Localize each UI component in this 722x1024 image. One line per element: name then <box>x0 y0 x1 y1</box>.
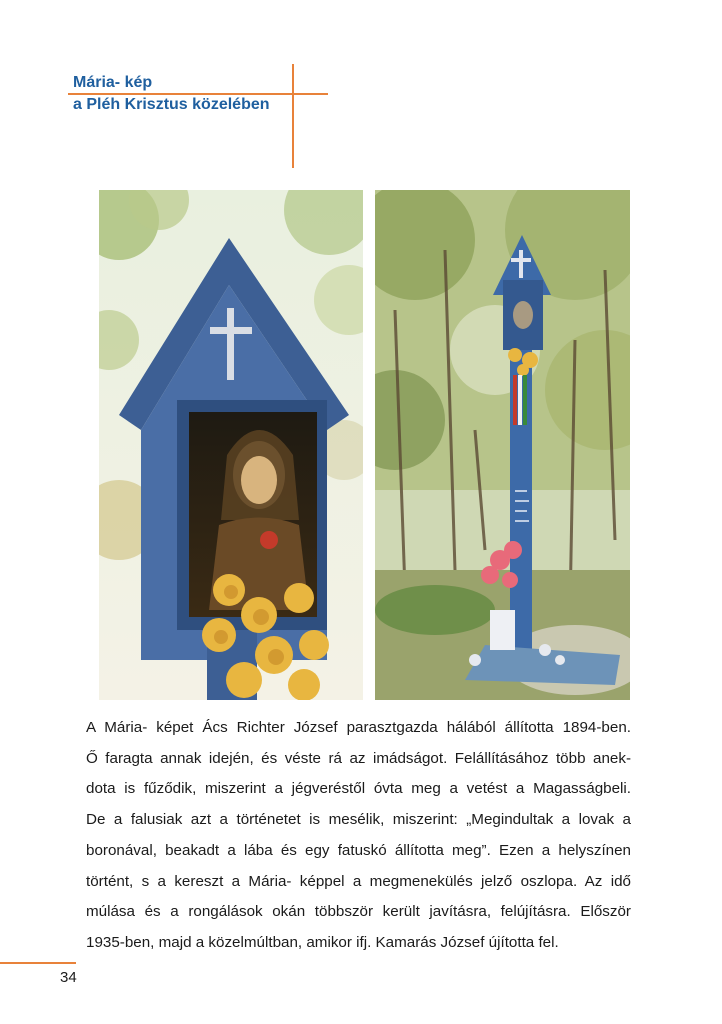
photo-shrine-closeup <box>99 190 363 700</box>
body-line: Ő faragta annak idején, és véste rá az imádságot. Felállításához több anek- <box>86 749 631 767</box>
body-line: történt, s a kereszt a Mária- képpel a megmenekülés jelző oszlopa. Az idő <box>86 872 631 890</box>
body-line: boronával, beakadt a lába és egy fatuskó állította meg”. Ezen a helyszínen <box>86 841 631 859</box>
footer-rule <box>0 962 76 964</box>
title-cross-vertical-rule <box>292 64 294 168</box>
title-line-1: Mária- kép <box>73 74 153 91</box>
body-line: dota is fűződik, miszerint a jégveréstől óvta meg a vetést a Magasságbeli. <box>86 780 631 798</box>
body-line: A Mária- képet Ács Richter József parasztgazda hálából állította 1894-ben. <box>86 719 631 736</box>
body-paragraph <box>86 713 631 959</box>
body-line: De a falusiak azt a történetet is mesélik, miszerint: „Megindultak a lovak a <box>86 811 631 829</box>
title-line-2: a Pléh Krisztus közelében <box>73 96 270 113</box>
page-number: 34 <box>60 969 77 986</box>
body-line: múlása és a rongálások okán többször került javításra, felújításra. Először <box>86 903 631 921</box>
title-cross-horizontal-rule <box>68 93 328 95</box>
photo-shrine-column <box>375 190 630 700</box>
body-line: 1935-ben, majd a közelmúltban, amikor ifj. Kamarás József újította fel. <box>86 933 559 951</box>
